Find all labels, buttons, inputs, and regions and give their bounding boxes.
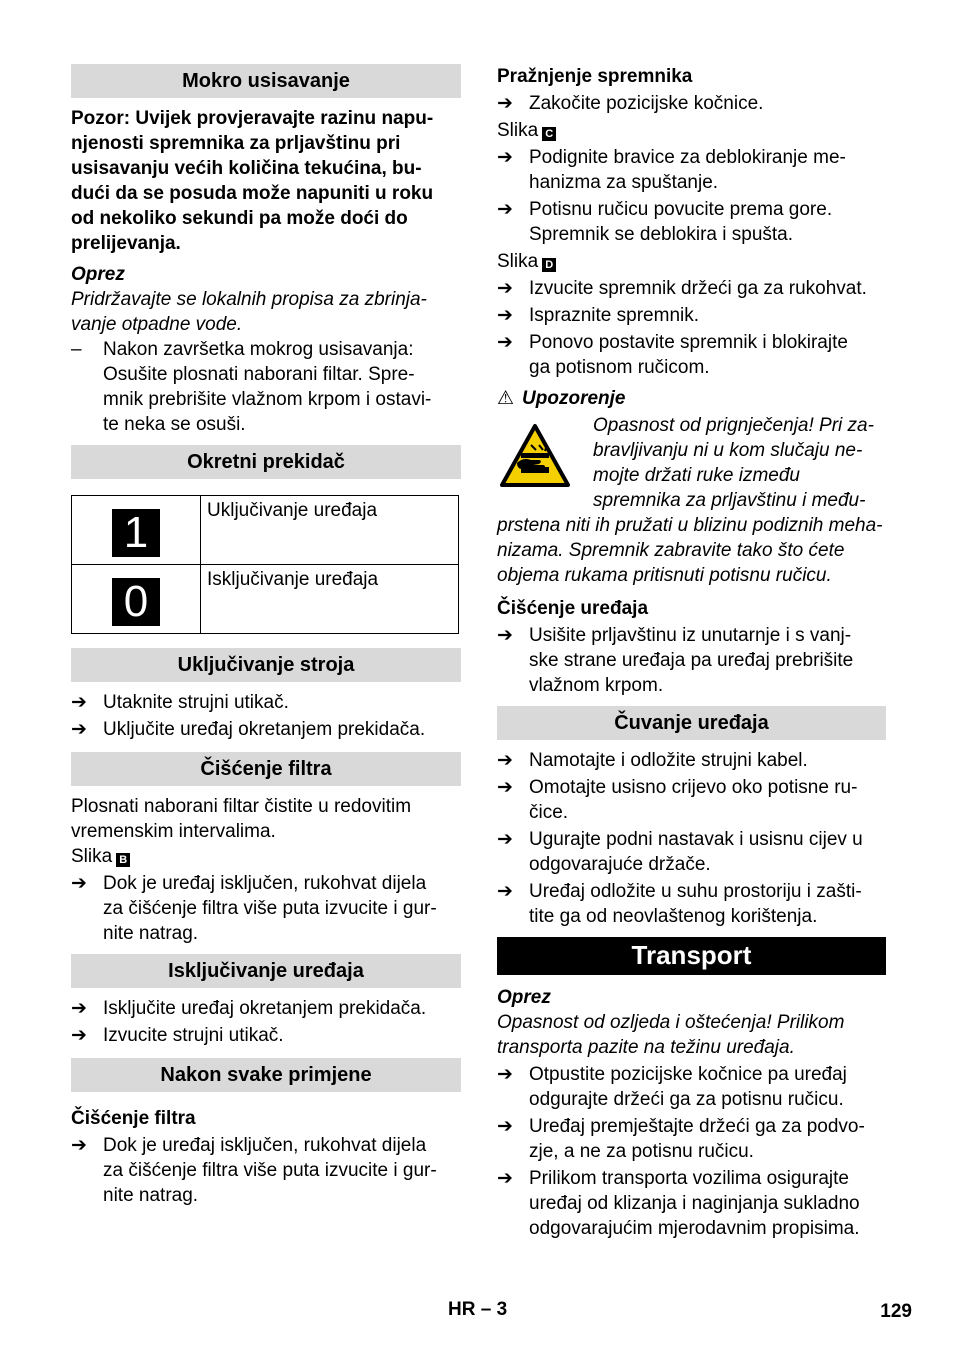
- figure-letter-icon: C: [542, 127, 556, 141]
- section-heading-wet-vacuuming: Mokro usisavanje: [71, 64, 461, 98]
- list-item: [497, 879, 886, 929]
- line: nite natrag.: [103, 1185, 199, 1206]
- line: nizama. Spremnik zabravite tako što ćete: [497, 540, 845, 561]
- line: ske strane uređaja pa uređaj prebrišite: [529, 650, 854, 671]
- list-item: [497, 197, 886, 247]
- left-column: [71, 64, 461, 1210]
- filter-text: [71, 794, 461, 844]
- list-item: [71, 690, 461, 715]
- right-column: [497, 64, 886, 1243]
- switch-on-symbol: 1: [112, 509, 160, 557]
- arrow-icon: ➔: [71, 873, 87, 894]
- section-heading-after-use: Nakon svake primjene: [71, 1058, 461, 1092]
- line: Potisnu ručicu povucite prema gore.: [529, 199, 833, 220]
- line: odgurajte držeći ga za potisnu ručicu.: [529, 1089, 844, 1110]
- line: vanje otpadne vode.: [71, 314, 243, 335]
- item-text: Utaknite strujni utikač.: [103, 692, 289, 713]
- footer-section-label: HR – 3: [448, 1299, 508, 1320]
- page-number: 129: [880, 1301, 912, 1322]
- line: nite natrag.: [103, 923, 199, 944]
- line: zje, a ne za potisnu ručicu.: [529, 1141, 754, 1162]
- list-item: [71, 717, 461, 742]
- line: uređaj od klizanja i naginjanja sukladno: [529, 1193, 860, 1214]
- warning-text: [497, 413, 886, 588]
- line: Opasnost od prignječenja! Pri za-: [593, 415, 874, 436]
- list-item: [497, 1166, 886, 1241]
- figure-label: Slika: [71, 846, 113, 867]
- warning-heading: [497, 386, 886, 411]
- item-text: Izvucite strujni utikač.: [103, 1025, 284, 1046]
- line: Namotajte i odložite strujni kabel.: [529, 750, 808, 771]
- line: Ponovo postavite spremnik i blokirajte: [529, 332, 848, 353]
- warning-label: Upozorenje: [522, 388, 626, 409]
- symbol-cell: [72, 496, 201, 565]
- line: bravljivanju ni u kom slučaju ne-: [593, 440, 863, 461]
- list-item: [497, 276, 886, 301]
- figure-letter-icon: B: [116, 853, 130, 867]
- arrow-icon: ➔: [497, 1116, 513, 1137]
- arrow-icon: ➔: [497, 278, 513, 299]
- arrow-icon: ➔: [497, 305, 513, 326]
- subtitle: Čišćenje uređaja: [497, 598, 649, 619]
- line: ga potisnom ručicom.: [529, 357, 710, 378]
- list-item: [497, 775, 886, 825]
- dash-bullet: –: [71, 339, 82, 360]
- list-item: [497, 330, 886, 380]
- list-item: [497, 303, 886, 328]
- list-item: [497, 145, 886, 195]
- line: Podignite bravice za deblokiranje me-: [529, 147, 846, 168]
- section-heading-rotary-switch: Okretni prekidač: [71, 445, 461, 479]
- arrow-icon: ➔: [497, 199, 513, 220]
- line: Ugurajte podni nastavak i usisnu cijev u: [529, 829, 863, 850]
- line: Prilikom transporta vozilima osigurajte: [529, 1168, 849, 1189]
- item-text: Izvucite spremnik držeći ga za rukohvat.: [529, 278, 867, 299]
- list-item: [71, 871, 461, 946]
- arrow-icon: ➔: [497, 1168, 513, 1189]
- line: njenosti spremnika za prljavštinu pri: [71, 133, 401, 154]
- switch-table: [71, 495, 459, 634]
- arrow-icon: ➔: [497, 750, 513, 771]
- note-text: [71, 287, 461, 337]
- chapter-heading-transport: Transport: [497, 937, 886, 975]
- line: Pridržavajte se lokalnih propisa za zbrinja-: [71, 289, 427, 310]
- line: Usišite prljavštinu iz unutarnje i s vanj-: [529, 625, 852, 646]
- arrow-icon: ➔: [497, 93, 513, 114]
- arrow-icon: ➔: [497, 332, 513, 353]
- figure-reference: [497, 118, 886, 143]
- list-item: [497, 623, 886, 698]
- section-heading-switch-on: Uključivanje stroja: [71, 648, 461, 682]
- figure-reference: [71, 844, 461, 869]
- text-cell: Uključivanje uređaja: [201, 496, 459, 565]
- section-heading-switch-off: Isključivanje uređaja: [71, 954, 461, 988]
- list-item: [497, 748, 886, 773]
- arrow-icon: ➔: [497, 829, 513, 850]
- warning-triangle-icon: ⚠: [497, 388, 515, 409]
- figure-reference: [497, 249, 886, 274]
- text-cell: Isključivanje uređaja: [201, 565, 459, 634]
- note-label: Oprez: [497, 987, 551, 1008]
- item-text: Uključite uređaj okretanjem prekidača.: [103, 719, 426, 740]
- arrow-icon: ➔: [497, 1064, 513, 1085]
- line: vremenskim intervalima.: [71, 821, 276, 842]
- list-item: [71, 1023, 461, 1048]
- line: od nekoliko sekundi pa može doći do: [71, 208, 408, 229]
- line: Dok je uređaj isključen, rukohvat dijela: [103, 873, 427, 894]
- table-row: [72, 496, 459, 565]
- item-text: Isključite uređaj okretanjem prekidača.: [103, 998, 427, 1019]
- line: transporta pazite na težinu uređaja.: [497, 1037, 795, 1058]
- line: Dok je uređaj isključen, rukohvat dijela: [103, 1135, 427, 1156]
- line: mojte držati ruke između: [593, 465, 800, 486]
- line: odgovarajućim mjerodavnim propisima.: [529, 1218, 860, 1239]
- figure-letter-icon: D: [542, 258, 556, 272]
- dash-list-item: [71, 337, 461, 437]
- list-item: [497, 91, 886, 116]
- line: odgovarajuće držače.: [529, 854, 711, 875]
- list-item: [497, 1062, 886, 1112]
- list-item: [71, 1133, 461, 1208]
- line: mnik prebrišite vlažnom krpom i ostavi-: [103, 389, 432, 410]
- line: za čišćenje filtra više puta izvucite i gur-: [103, 1160, 437, 1181]
- section-heading-filter-cleaning: Čišćenje filtra: [71, 752, 461, 786]
- line: usisavanju većih količina tekućina, bu-: [71, 158, 422, 179]
- table-row: [72, 565, 459, 634]
- line: Uređaj odložite u suhu prostoriju i zašti-: [529, 881, 862, 902]
- list-item: [497, 827, 886, 877]
- line: čice.: [529, 802, 569, 823]
- arrow-icon: ➔: [71, 1135, 87, 1156]
- line: Otpustite pozicijske kočnice pa uređaj: [529, 1064, 847, 1085]
- list-item: [71, 996, 461, 1021]
- subtitle: Čišćenje filtra: [71, 1108, 196, 1129]
- subtitle: Pražnjenje spremnika: [497, 66, 693, 87]
- line: Plosnati naborani filtar čistite u redovitim: [71, 796, 412, 817]
- hand-crush-warning-icon: [499, 423, 571, 489]
- note-text: [497, 1010, 886, 1060]
- figure-label: Slika: [497, 120, 539, 141]
- line: vlažnom krpom.: [529, 675, 664, 696]
- symbol-cell: [72, 565, 201, 634]
- item-text: Zakočite pozicijske kočnice.: [529, 93, 764, 114]
- line: Omotajte usisno crijevo oko potisne ru-: [529, 777, 858, 798]
- line: dući da se posuda može napuniti u roku: [71, 183, 434, 204]
- arrow-icon: ➔: [71, 719, 87, 740]
- switch-off-symbol: 0: [112, 578, 160, 626]
- line: prstena niti ih pružati u blizinu podiznih meha-: [497, 515, 883, 536]
- line: Osušite plosnati naborani filtar. Spre-: [103, 364, 415, 385]
- line: Opasnost od ozljeda i oštećenja! Prilikom: [497, 1012, 845, 1033]
- line: tite ga od neovlaštenog korištenja.: [529, 906, 818, 927]
- line: objema rukama pritisnuti potisnu ručicu.: [497, 565, 832, 586]
- line: prelijevanja.: [71, 233, 181, 254]
- note-label: Oprez: [71, 264, 125, 285]
- arrow-icon: ➔: [497, 881, 513, 902]
- arrow-icon: ➔: [71, 998, 87, 1019]
- section-heading-storage: Čuvanje uređaja: [497, 706, 886, 740]
- line: Pozor: Uvijek provjeravajte razinu napu-: [71, 108, 434, 129]
- line: Nakon završetka mokrog usisavanja:: [103, 339, 414, 360]
- figure-label: Slika: [497, 251, 539, 272]
- list-item: [497, 1114, 886, 1164]
- arrow-icon: ➔: [497, 625, 513, 646]
- arrow-icon: ➔: [497, 147, 513, 168]
- line: Uređaj premještajte držeći ga za podvo-: [529, 1116, 865, 1137]
- arrow-icon: ➔: [71, 1025, 87, 1046]
- line: Spremnik se deblokira i spušta.: [529, 224, 794, 245]
- arrow-icon: ➔: [497, 777, 513, 798]
- line: za čišćenje filtra više puta izvucite i gur-: [103, 898, 437, 919]
- line: te neka se osuši.: [103, 414, 246, 435]
- line: spremnika za prljavštinu i među-: [593, 490, 866, 511]
- item-text: Ispraznite spremnik.: [529, 305, 700, 326]
- arrow-icon: ➔: [71, 692, 87, 713]
- line: hanizma za spuštanje.: [529, 172, 719, 193]
- caution-bold-text: [71, 106, 461, 256]
